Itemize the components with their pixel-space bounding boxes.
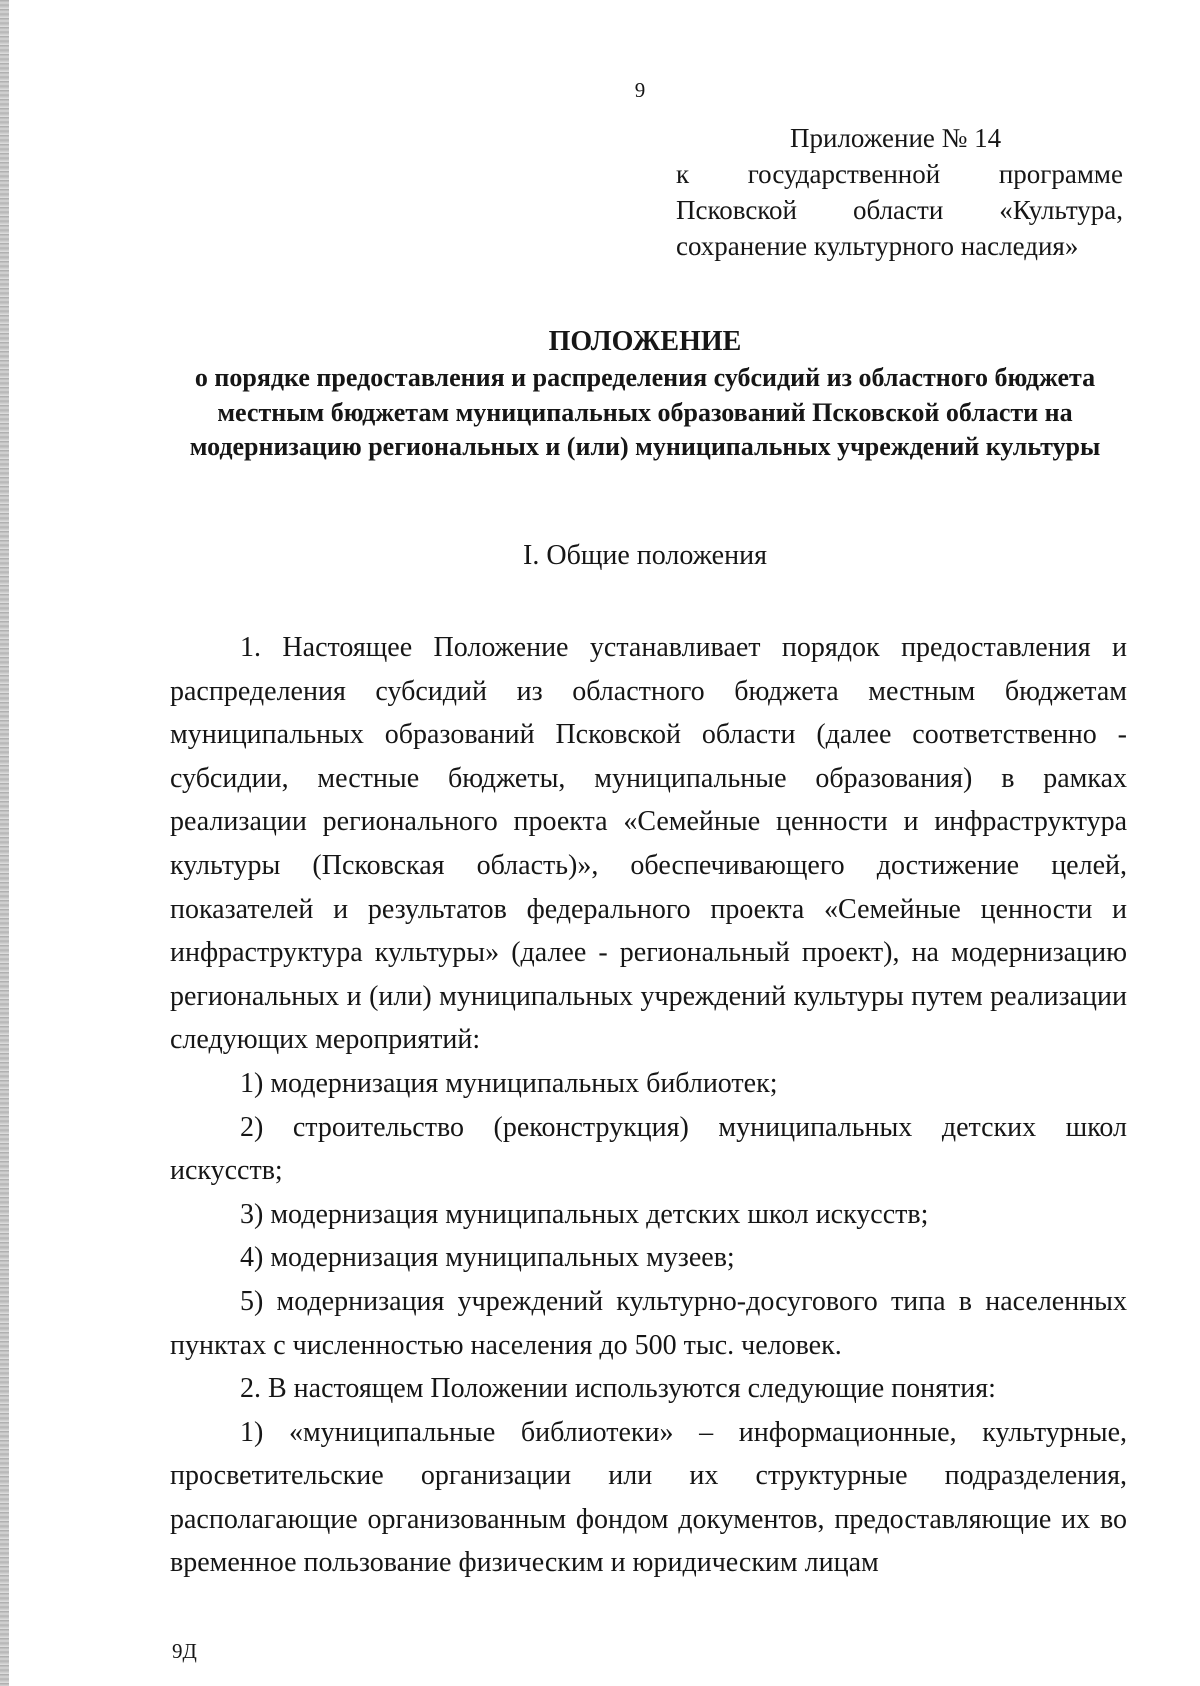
appendix-block (676, 120, 1123, 264)
list-item: 1) модернизация муниципальных библиотек; (240, 1067, 778, 1099)
document-title (170, 323, 1120, 465)
footer-code: 9Д (172, 1639, 197, 1663)
list-item: 3) модернизация муниципальных детских школ искусств; (240, 1198, 929, 1230)
list-item: 1) «муниципальные библиотеки» – информационные, культурные, просветительские организации или их структурные подразделения, располагающие организованным фондом документов, предоставляющие их во временное пользование физическим и юридическим лицам (170, 1416, 1127, 1579)
body-text (170, 626, 1127, 1585)
appendix-text: к государственной программе Псковской области «Культура, сохранение культурного наследия» (676, 159, 1123, 261)
title-subtitle: о порядке предоставления и распределения субсидий из областного бюджета местным бюджетам муниципальных образований Псковской области на модернизацию региональных и (или) муниципальных учреждений культуры (189, 363, 1101, 461)
list-item: 2) строительство (реконструкция) муниципальных детских школ искусств; (170, 1111, 1127, 1187)
scan-edge (0, 0, 9, 1686)
page-number: 9 (634, 78, 646, 102)
list-item: 4) модернизация муниципальных музеев; (240, 1242, 735, 1274)
list-item: 5) модернизация учреждений культурно-досугового типа в населенных пунктах с численностью населения до 500 тыс. человек. (170, 1285, 1127, 1361)
appendix-number: Приложение № 14 (790, 123, 1002, 153)
paragraph: 2. В настоящем Положении используются следующие понятия: (240, 1373, 996, 1405)
section-heading: I. Общие положения (523, 540, 767, 571)
title-main: ПОЛОЖЕНИЕ (548, 326, 742, 357)
paragraph: 1. Настоящее Положение устанавливает порядок предоставления и распределения субсидий из областного бюджета местным бюджетам муниципальных образований Псковской области (далее соответственно - субсидии, местные бюджеты, муниципальные образования) в рамках реализации регионального проекта «Семейные ценности и инфраструктура культуры (Псковская область)», обеспечивающего достижение целей, показателей и результатов федерального проекта «Семейные ценности и инфраструктура культуры» (далее - региональный проект), на модернизацию региональных и (или) муниципальных учреждений культуры путем реализации следующих мероприятий: (170, 632, 1127, 1056)
